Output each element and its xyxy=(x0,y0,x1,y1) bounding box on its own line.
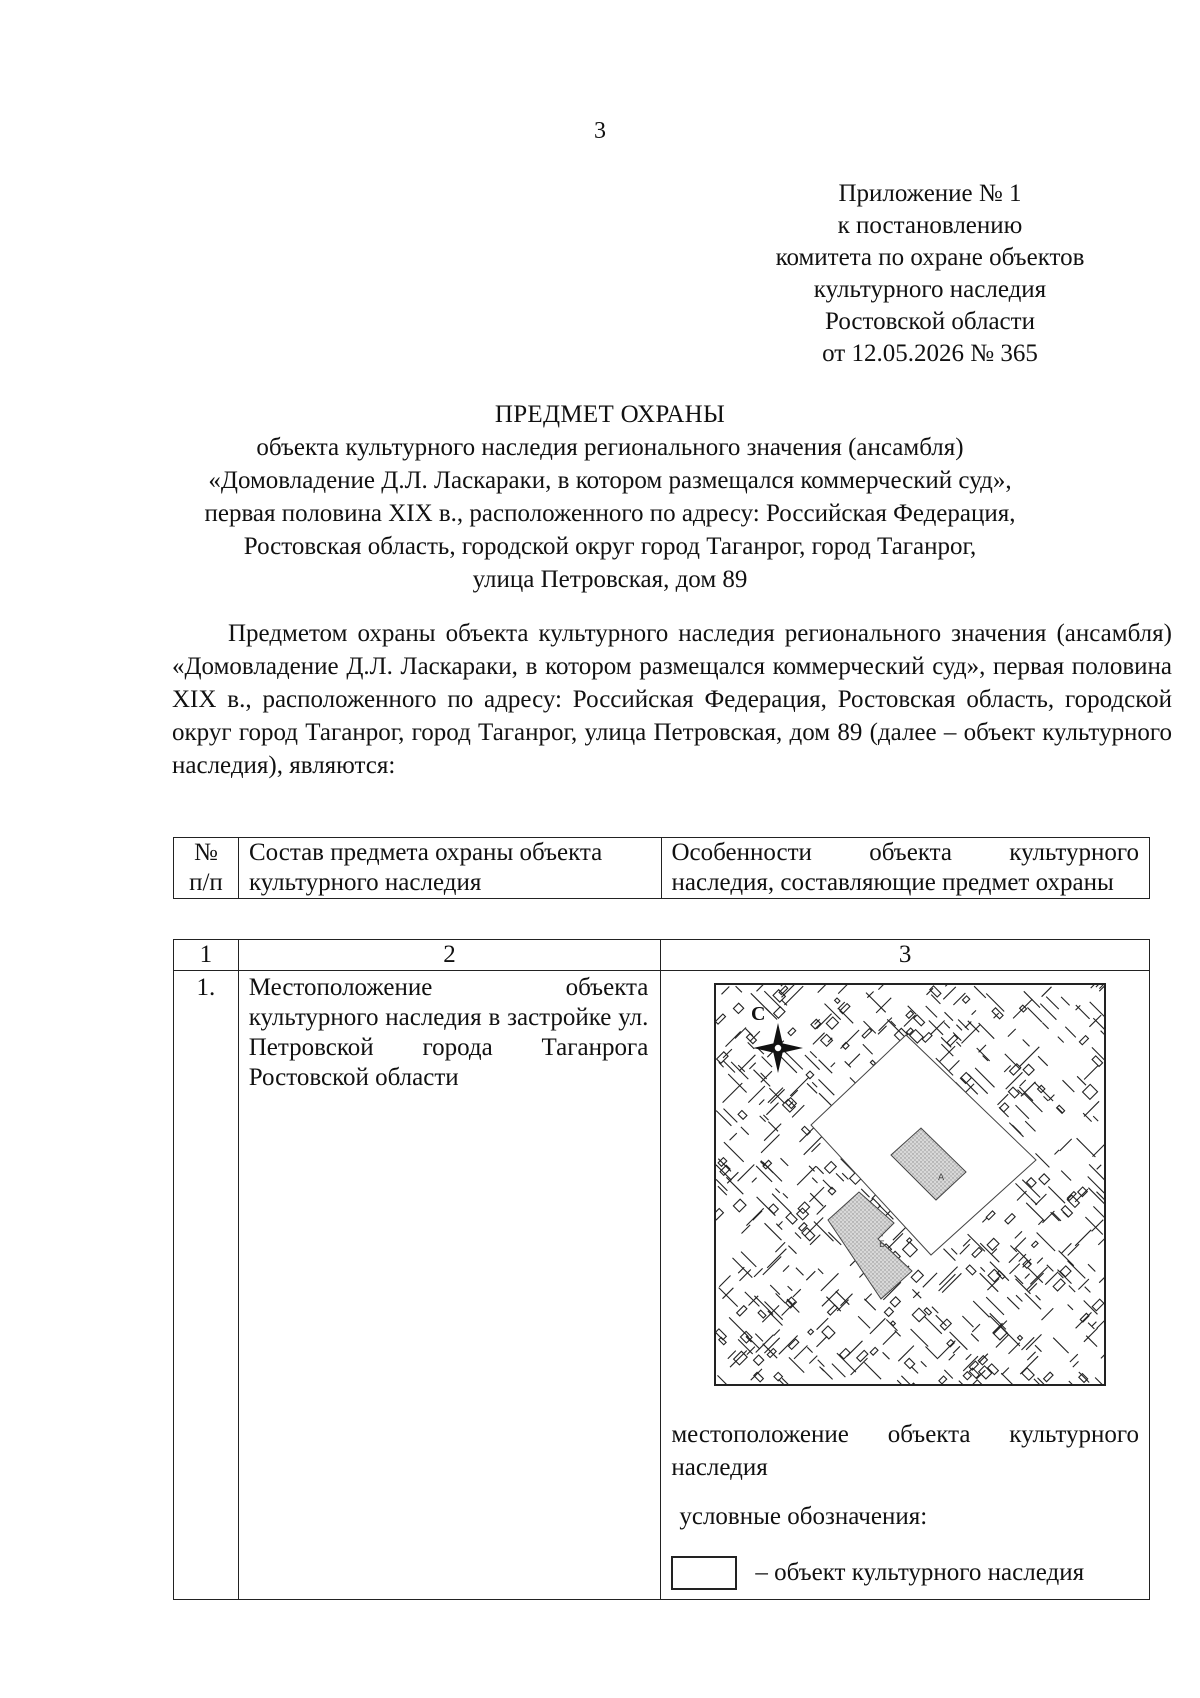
table-row xyxy=(174,971,1150,1600)
appendix-line: комитета по охране объектов xyxy=(775,244,1085,271)
row-composition: Местоположение объекта культурного наследия в застройке ул. Петровской города Таганрога Ростовской области xyxy=(238,971,661,1600)
title-line: Ростовская область, городской округ город Таганрог, город Таганрог, xyxy=(243,533,977,560)
column-number-row xyxy=(174,940,1150,971)
header-num: № п/п xyxy=(174,838,239,899)
appendix-line: к постановлению xyxy=(837,212,1023,239)
row-features xyxy=(661,971,1150,1600)
north-label: С xyxy=(751,1003,766,1025)
appendix-line: культурного наследия xyxy=(813,276,1047,303)
title-line: объекта культурного наследия регионального значения (ансамбля) xyxy=(256,434,964,461)
title-line: первая половина XIX в., расположенного по адресу: Российская Федерация, xyxy=(204,500,1016,527)
row-num: 1. xyxy=(174,971,239,1600)
map-image xyxy=(716,985,1104,1384)
column-number: 1 xyxy=(174,940,239,971)
appendix-block xyxy=(760,178,1100,370)
page-number: 3 xyxy=(594,118,606,144)
appendix-line: от 12.05.2026 № 365 xyxy=(822,340,1038,367)
header-composition: Состав предмета охраны объекта культурного наследия xyxy=(238,838,661,899)
table-body xyxy=(173,939,1150,1600)
column-number: 2 xyxy=(238,940,661,971)
map-caption: местоположение объекта культурного наследия xyxy=(671,1421,1139,1481)
title-main: ПРЕДМЕТ ОХРАНЫ xyxy=(494,401,726,428)
svg-text:А: А xyxy=(938,1173,945,1183)
legend-title: условные обозначения: xyxy=(679,1503,928,1530)
header-features: Особенности объекта культурного наследия, составляющие предмет охраны xyxy=(661,838,1150,899)
appendix-line: Приложение № 1 xyxy=(838,180,1022,207)
svg-text:Б: Б xyxy=(879,1240,886,1250)
legend-item xyxy=(671,1556,1139,1590)
legend-swatch xyxy=(671,1556,737,1590)
legend-label: – объект культурного наследия xyxy=(755,1559,1085,1586)
table-header xyxy=(173,837,1150,899)
title-line: улица Петровская, дом 89 xyxy=(472,566,748,593)
intro-paragraph: Предметом охраны объекта культурного наследия регионального значения (ансамбля) «Домовладение Д.Л. Ласкараки, в котором размещался коммерческий суд», первая половина XIX в., расположенного по адресу: Российская Федерация, Ростовская область, городской округ город Таганрог, город Таганрог, улица Петровская, дом 89 (далее – объект культурного наследия), являются: xyxy=(172,620,1172,779)
column-number: 3 xyxy=(661,940,1150,971)
appendix-line: Ростовской области xyxy=(825,308,1035,335)
title-line: «Домовладение Д.Л. Ласкараки, в котором размещался коммерческий суд», xyxy=(208,467,1012,494)
location-map xyxy=(714,983,1106,1386)
document-title xyxy=(160,398,1060,596)
